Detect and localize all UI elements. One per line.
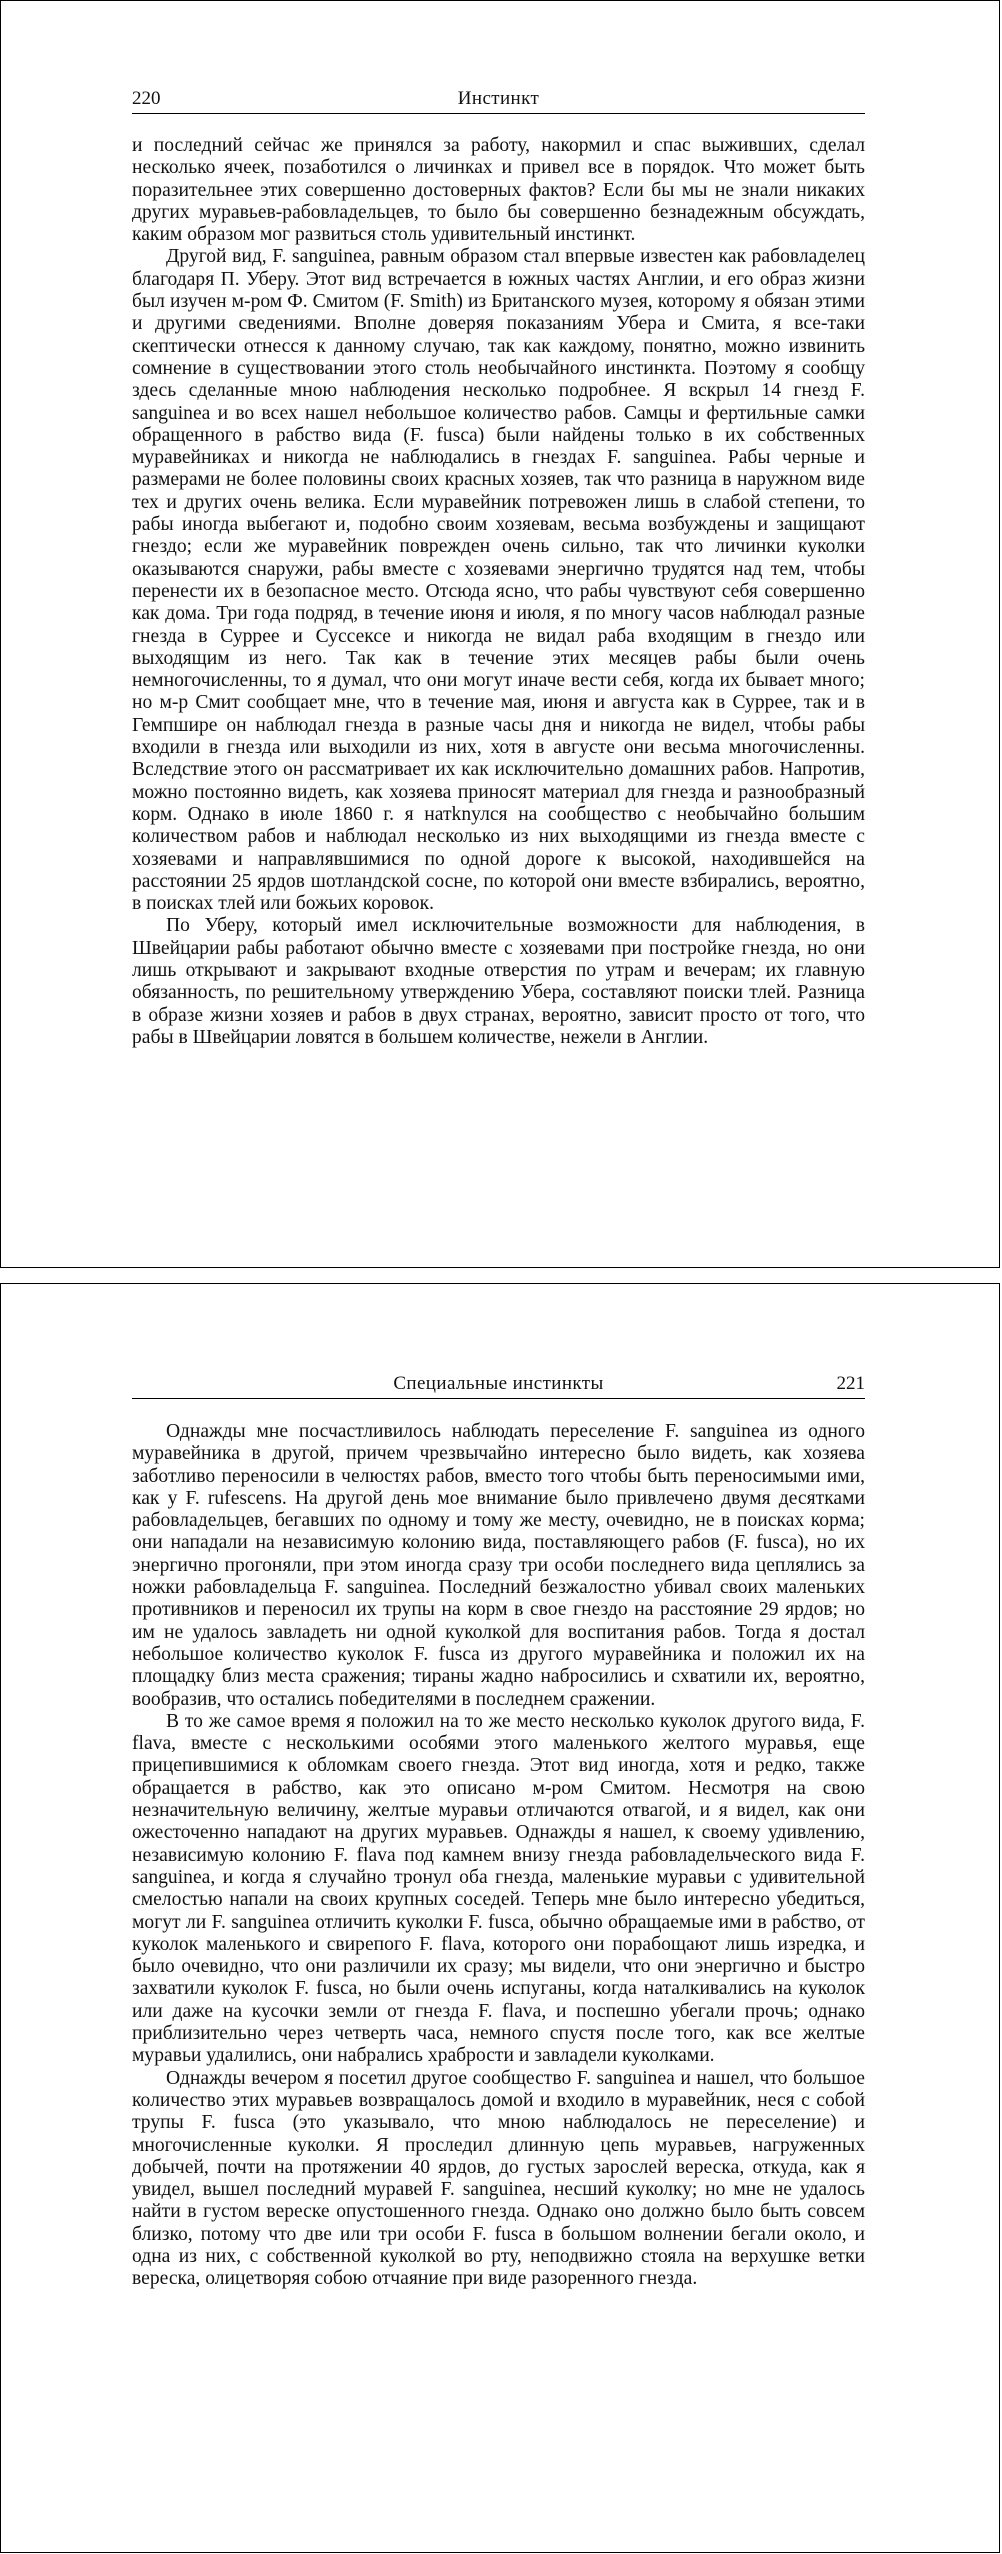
paragraph: Другой вид, F. sanguinea, равным образом стал впервые известен как рабовладелец благодаря П. Уберу. Этот вид встречается в южных частях Англии, и его образ жизни был изучен м-ром Ф. Смитом (F. Smith) из Британского музея, которому я обязан этими и другими сведениями. Вполне доверяя показаниям Убера и Смита, я все-таки скептически отнесся к данному случаю, так как каждому, понятно, можно извинить сомнение в существовании этого столь необычайного инстинкта. Поэтому я сообщу здесь сделанные мною наблюдения несколько подробнее. Я вскрыл 14 гнезд F. sanguinea и во всех нашел небольшое количество рабов. Самцы и фертильные самки обращенного в рабство вида (F. fusca) были найдены только в их собственных муравейниках и никогда не наблюдались в гнездах F. sanguinea. Рабы черные и размерами не более половины своих красных хозяев, так что разница в наружном виде тех и других очень велика. Если муравейник потревожен лишь в слабой степени, то рабы иногда выбегают и, подобно своим хозяевам, весьма возбуждены и защищают гнездо; если же муравейник поврежден очень сильно, так что личинки куколки оказываются снаружи, рабы вместе с хозяевами энергично трудятся над тем, чтобы перенести их в безопасное место. Отсюда ясно, что рабы чувствуют себя совершенно как дома. Три года подряд, в течение июня и июля, я по многу часов наблюдал разные гнезда в Суррее и Суссексе и никогда не видал раба входящим в гнездо или выходящим из него. Так как в течение этих месяцев рабы были очень немногочисленны, то я думал, что они могут иначе вести себя, когда их бывает много; но м-р Смит сообщает мне, что в течение мая, июня и августа как в Суррее, так и в Гемпшире он наблюдал гнезда в разные часы дня и никогда не видел, чтобы рабы входили в гнезда или выходили из них, хотя в августе они весьма многочисленны. Вследствие этого он рассматривает их как исключительно домашних рабов. Напротив, можно постоянно видеть, как хозяева приносят материал для гнезда и разнообразный корм. Однако в июле 1860 г. я натknулся на сообщество с необычайно большим количеством рабов и наблюдал несколько из них выходящими из гнезда вместе с хозяевами и направлявшимися по одной дороге к высокой, находившейся на расстоянии 25 ярдов шотландской сосне, по которой они вместе взбирались, вероятно, в поисках тлей или божьих коровок. [132,246,865,915]
page-221 [0,1283,1000,2553]
running-title: Специальные инстинкты [393,1373,604,1394]
body-text [132,1421,865,2291]
page-divider [0,1268,1002,1283]
page-number: 221 [836,1373,865,1394]
running-title: Инстинкт [457,88,540,109]
paragraph: В то же самое время я положил на то же место несколько куколок другого вида, F. flava, вместе с несколькими особями этого маленького желтого муравья, еще прицепившимися к обломкам своего гнезда. Этот вид иногда, хотя и редко, также обращается в рабство, как это описано м-ром Смитом. Несмотря на свою незначительную величину, желтые муравьи отличаются отвагой, и я видел, как они ожесточенно нападают на других муравьев. Однажды я нашел, к своему удивлению, независимую колонию F. flava под камнем внизу гнезда рабовладельческого вида F. sanguinea, и когда я случайно тронул оба гнезда, маленькие муравьи с удивительной смелостью напали на своих крупных соседей. Теперь мне было интересно убедиться, могут ли F. sanguinea отличить куколки F. fusca, обычно обращаемые ими в рабство, от куколок маленького и свирепого F. flava, которого они порабощают лишь изредка, и было очевидно, что они различили их сразу; мы видели, что они энергично и быстро захватили куколок F. fusca, но были очень испуганы, когда наталкивались на куколок или даже на кусочки земли от гнезда F. flava, и поспешно убегали прочь; однако приблизительно через четверть часа, немного спустя после того, как все желтые муравьи удалились, они набрались храбрости и завладели куколками. [132,1710,865,2067]
paragraph: Однажды вечером я посетил другое сообщество F. sanguinea и нашел, что большое количество этих муравьев возвращалось домой и входило в муравейник, неся с собой трупы F. fusca (это указывало, что мною наблюдалось не переселение) и многочисленные куколки. Я проследил длинную цепь муравьев, нагруженных добычей, почти на протяжении 40 ярдов, до густых зарослей вереска, откуда, как я увидел, вышел последний муравей F. sanguinea, несший куколку; но мне не удалось найти в густом вереске опустошенного гнезда. Однако оно должно было быть совсем близко, потому что две или три особи F. fusca в большом волнении бегали около, и одна из них, с собственной куколкой во рту, неподвижно стояла на верхушке ветки вереска, олицетворяя собою отчаяние при виде разоренного гнезда. [132,2067,865,2290]
paragraph: По Уберу, который имел исключительные возможности для наблюдения, в Швейцарии рабы работают обычно вместе с хозяевами при постройке гнезда, но они лишь открывают и закрывают входные отверстия по утрам и вечерам; их главную обязанность, по решительному утверждению Убера, составляют поиски тлей. Разница в образе жизни хозяев и рабов в двух странах, вероятно, зависит просто от того, что рабы в Швейцарии ловятся в большем количестве, нежели в Англии. [132,915,865,1048]
body-text [132,135,865,1049]
paragraph: Однажды мне посчастливилось наблюдать переселение F. sanguinea из одного муравейника в другой, причем чрезвычайно интересно было видеть, как хозяева заботливо переносили в челюстях рабов, вместо того чтобы быть переносимыми ими, как у F. rufescens. На другой день мое внимание было привлечено двумя десятками рабовладельцев, бегавших по одному и тому же месту, очевидно, не в поисках корма; они нападали на независимую колонию вида, поставляющего рабов (F. fusca), но их энергично прогоняли, при этом иногда сразу три особи последнего вида цеплялись за ножки рабовладельца F. sanguinea. Последний безжалостно убивал своих маленьких противников и переносил их трупы на корм в свое гнездо на расстояние 29 ярдов; но им не удалось завладеть ни одной куколкой для воспитания рабов. Тогда я достал небольшое количество куколок F. fusca из другого муравейника и положил их на площадку близ места сражения; тираны жадно набросились и схватили их, вероятно, вообразив, что остались победителями в последнем сражении. [132,1421,865,1710]
running-head [132,83,865,114]
page-220 [0,0,1000,1268]
page-number: 220 [132,88,161,109]
running-head [132,1368,865,1399]
paragraph: и последний сейчас же принялся за работу, накормил и спас выживших, сделал несколько ячеек, позаботился о личинках и привел все в порядок. Что может быть поразительнее этих совершенно достоверных фактов? Если бы мы не знали никаких других муравьев-рабовладельцев, то было бы совершенно безнадежным обсуждать, каким образом мог развиться столь удивительный инстинкт. [132,135,865,246]
